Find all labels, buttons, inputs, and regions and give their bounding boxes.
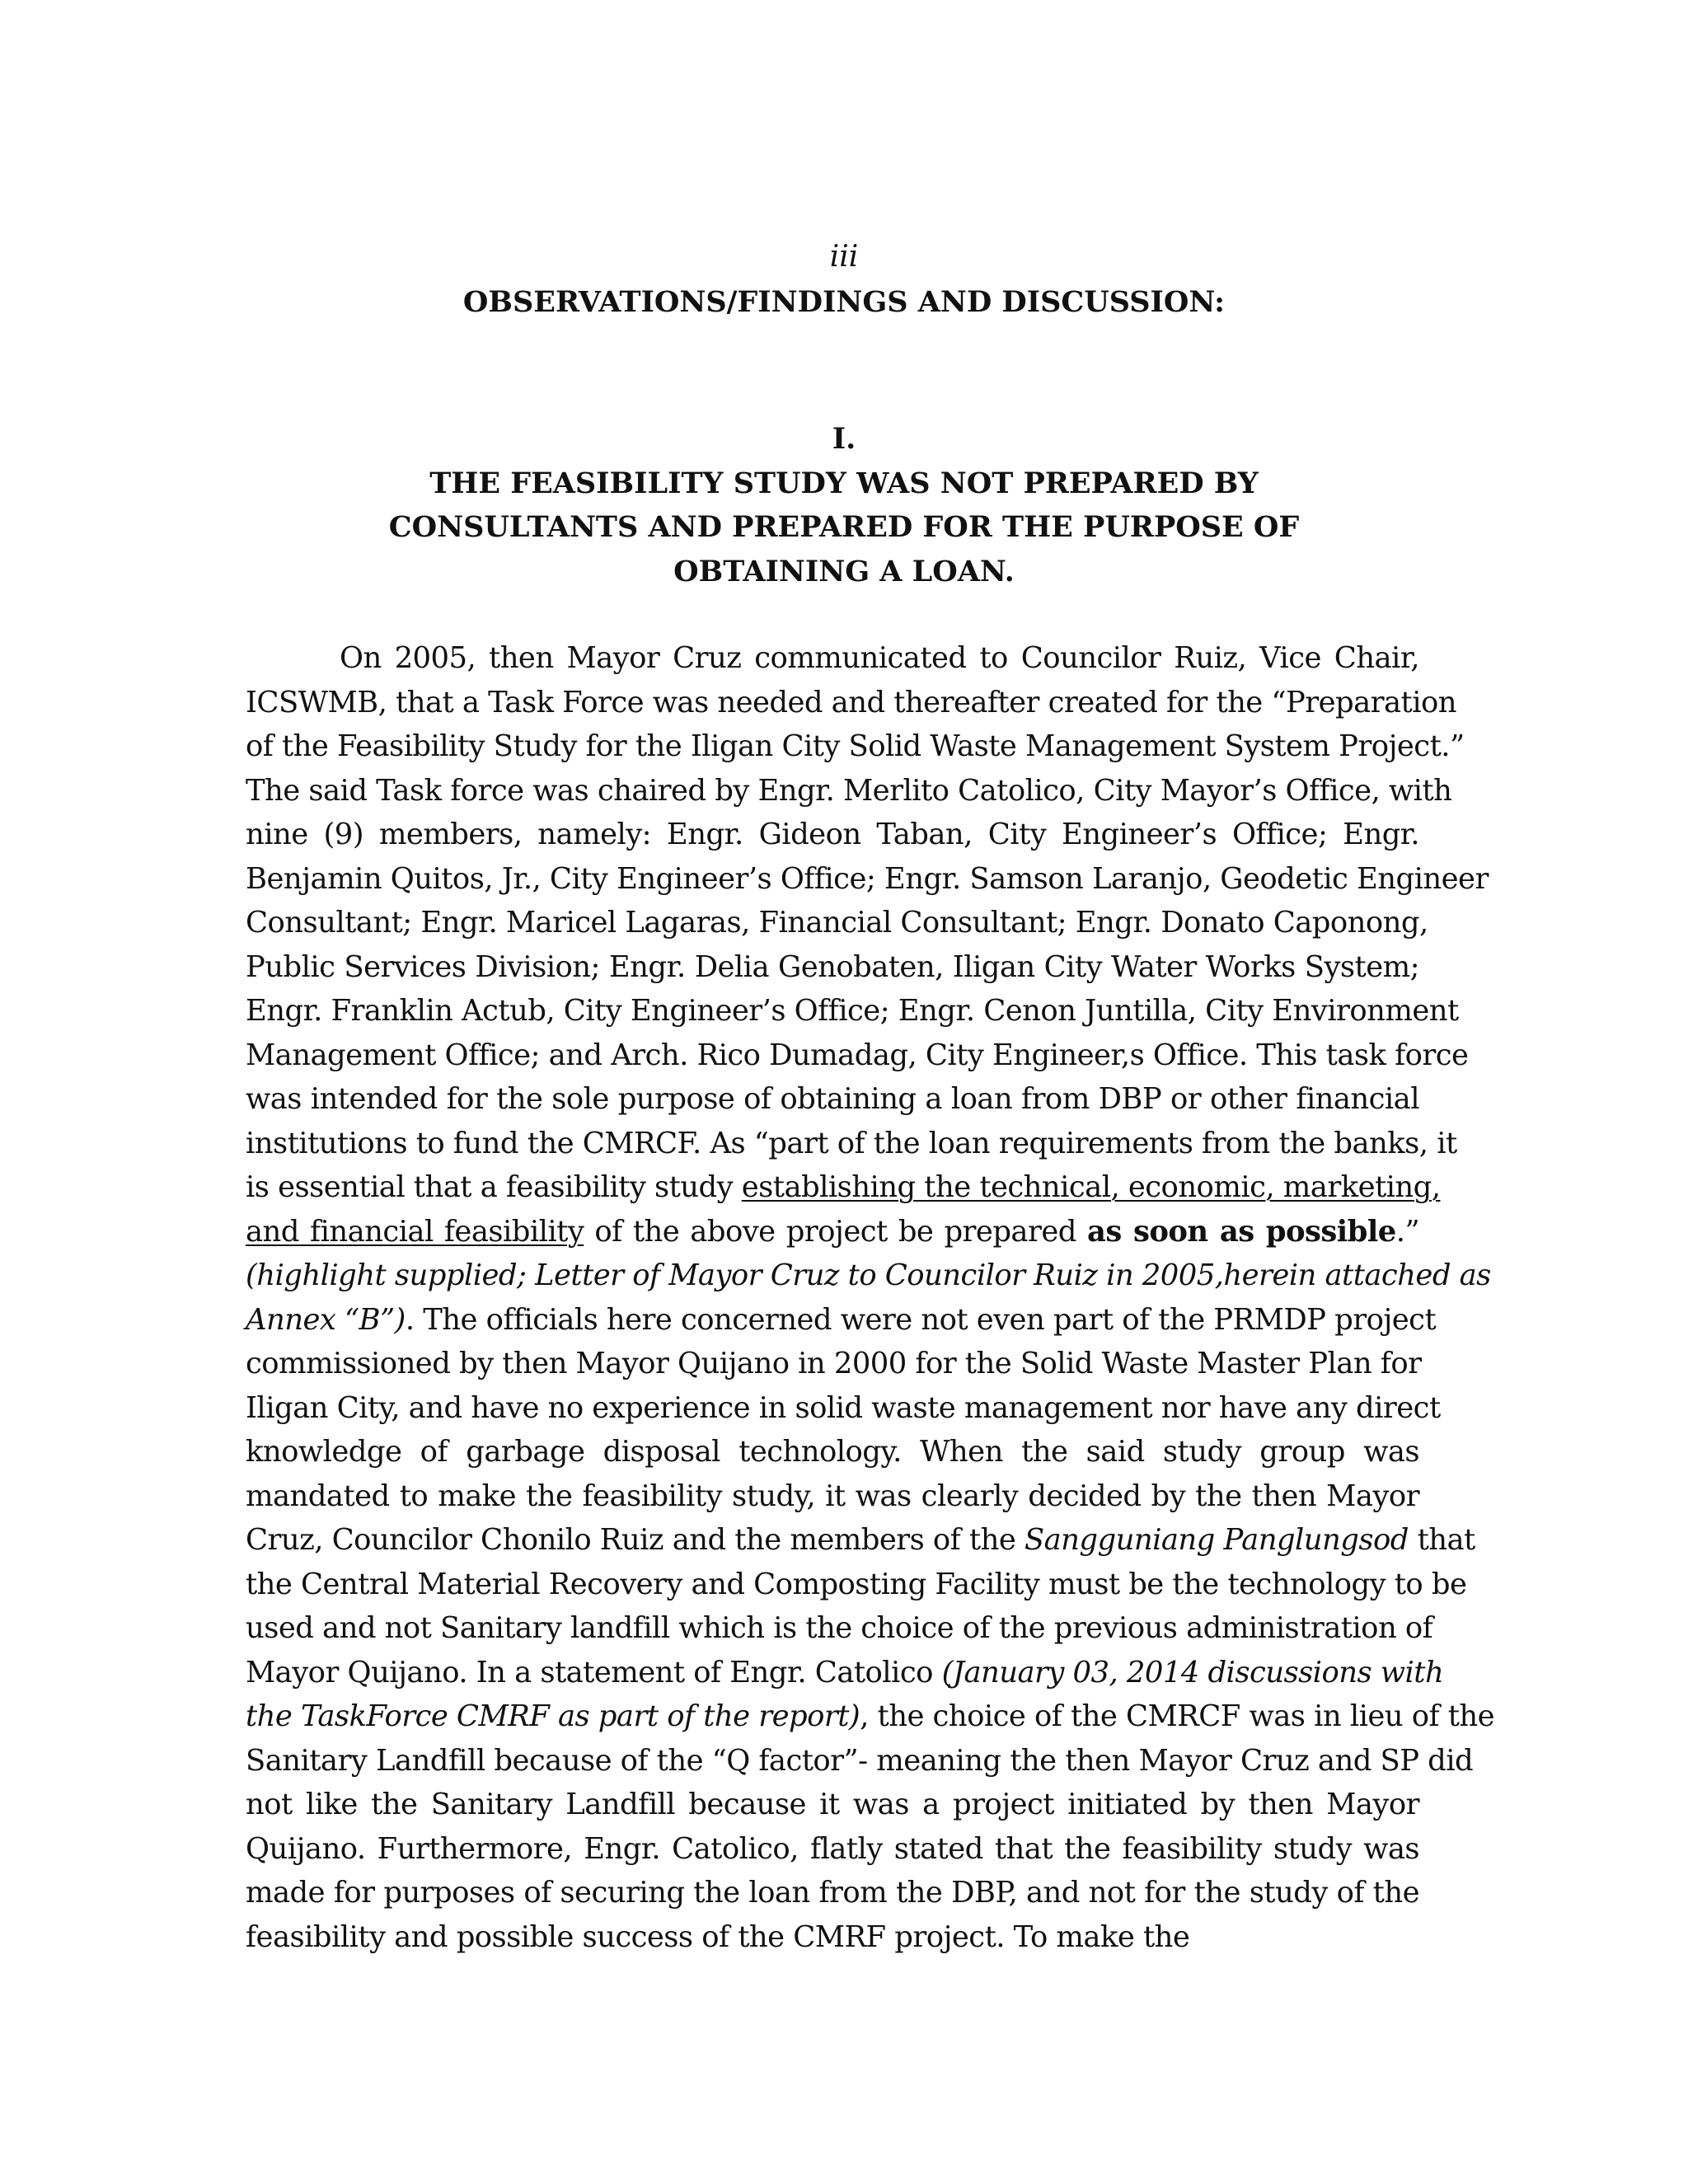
paragraph-line-24 bbox=[246, 1651, 1444, 1695]
paragraph-line-11: was intended for the sole purpose of obtaining a loan from DBP or other financial bbox=[246, 1082, 1419, 1116]
paragraph-line-14 bbox=[246, 1210, 1419, 1254]
paragraph-line-7: Consultant; Engr. Maricel Lagaras, Financial Consultant; Engr. Donato Caponong, bbox=[246, 906, 1428, 940]
paragraph-line-27: not like the Sanitary Landfill because it was a project initiated by then Mayor bbox=[246, 1788, 1419, 1821]
page-number: iii bbox=[829, 240, 859, 274]
paragraph-line-19: knowledge of garbage disposal technology. When the said study group was bbox=[246, 1435, 1419, 1469]
paragraph-line-5: nine (9) members, namely: Engr. Gideon Taban, City Engineer’s Office; Engr. bbox=[246, 818, 1419, 851]
paragraph-line-22: the Central Material Recovery and Composting Facility must be the technology to be bbox=[246, 1567, 1467, 1601]
paragraph-line-12: institutions to fund the CMRCF. As “part of the loan requirements from the banks, it bbox=[246, 1126, 1457, 1160]
underlined-text: establishing the technical, economic, marketing, bbox=[741, 1170, 1441, 1204]
section-numeral: I. bbox=[832, 422, 856, 456]
section-heading bbox=[0, 417, 1688, 593]
text-run: .” bbox=[1395, 1214, 1419, 1249]
paragraph-line-1: On 2005, then Mayor Cruz communicated to Councilor Ruiz, Vice Chair, bbox=[340, 641, 1419, 675]
italic-text: the TaskForce CMRF as part of the report) bbox=[246, 1699, 860, 1733]
paragraph-line-23: used and not Sanitary landfill which is the choice of the previous administration of bbox=[246, 1611, 1433, 1645]
text-run: of the above project be prepared bbox=[584, 1214, 1087, 1249]
text-run: . The officials here concerned were not even part of the PRMDP project bbox=[405, 1302, 1437, 1337]
section-title-line-2: CONSULTANTS AND PREPARED FOR THE PURPOSE OF bbox=[388, 510, 1300, 544]
paragraph-line-8: Public Services Division; Engr. Delia Genobaten, Iligan City Water Works System; bbox=[246, 949, 1419, 984]
text-run: that bbox=[1408, 1523, 1475, 1557]
paragraph-line-17: commissioned by then Mayor Quijano in 2000 for the Solid Waste Master Plan for bbox=[246, 1347, 1422, 1380]
paragraph-line-2: ICSWMB, that a Task Force was needed and thereafter created for the “Preparation bbox=[246, 685, 1456, 719]
text-run: Cruz, Councilor Chonilo Ruiz and the members of the bbox=[246, 1523, 1025, 1557]
paragraph-line-10: Management Office; and Arch. Rico Dumadag, City Engineer,s Office. This task force bbox=[246, 1038, 1469, 1072]
paragraph-line-16 bbox=[246, 1298, 1437, 1343]
bold-text: as soon as possible bbox=[1086, 1214, 1396, 1249]
section-title-line-1: THE FEASIBILITY STUDY WAS NOT PREPARED BY bbox=[429, 466, 1259, 500]
paragraph-line-6: Benjamin Quitos, Jr., City Engineer’s Office; Engr. Samson Laranjo, Geodetic Engineer bbox=[246, 861, 1489, 896]
paragraph-line-21 bbox=[246, 1518, 1475, 1563]
body-paragraph bbox=[246, 636, 1495, 1959]
paragraph-line-3: of the Feasibility Study for the Iligan City Solid Waste Management System Project.” bbox=[246, 729, 1465, 763]
italic-text: (January 03, 2014 discussions with bbox=[941, 1655, 1444, 1690]
paragraph-line-25 bbox=[246, 1694, 1495, 1739]
paragraph-line-15: (highlight supplied; Letter of Mayor Cruz to Councilor Ruiz in 2005,herein attached as bbox=[246, 1258, 1491, 1292]
paragraph-line-4: The said Task force was chaired by Engr. Merlito Catolico, City Mayor’s Office, with bbox=[246, 773, 1452, 808]
section-title-line-3: OBTAINING A LOAN. bbox=[673, 554, 1015, 588]
paragraph-line-18: Iligan City, and have no experience in solid waste management nor have any direct bbox=[246, 1390, 1441, 1425]
paragraph-line-26: Sanitary Landfill because of the “Q factor”- meaning the then Mayor Cruz and SP did bbox=[246, 1743, 1474, 1778]
text-run: is essential that a feasibility study bbox=[246, 1170, 742, 1204]
paragraph-line-13 bbox=[246, 1165, 1441, 1210]
main-heading: OBSERVATIONS/FINDINGS AND DISCUSSION: bbox=[462, 285, 1226, 319]
paragraph-line-29: made for purposes of securing the loan from the DBP, and not for the study of the bbox=[246, 1876, 1419, 1910]
italic-text: Sangguniang Panglungsod bbox=[1024, 1523, 1409, 1557]
paragraph-line-9: Engr. Franklin Actub, City Engineer’s Office; Engr. Cenon Juntilla, City Environment bbox=[246, 994, 1459, 1028]
paragraph-line-20: mandated to make the feasibility study, it was clearly decided by the then Mayor bbox=[246, 1479, 1419, 1513]
underlined-text: and financial feasibility bbox=[246, 1214, 584, 1249]
italic-text: Annex “B”) bbox=[246, 1302, 406, 1337]
text-run: Mayor Quijano. In a statement of Engr. Catolico bbox=[246, 1655, 942, 1690]
text-run: , the choice of the CMRCF was in lieu of the bbox=[860, 1699, 1495, 1733]
paragraph-line-30: feasibility and possible success of the CMRF project. To make the bbox=[246, 1919, 1190, 1954]
paragraph-line-28: Quijano. Furthermore, Engr. Catolico, flatly stated that the feasibility study was bbox=[246, 1831, 1419, 1866]
